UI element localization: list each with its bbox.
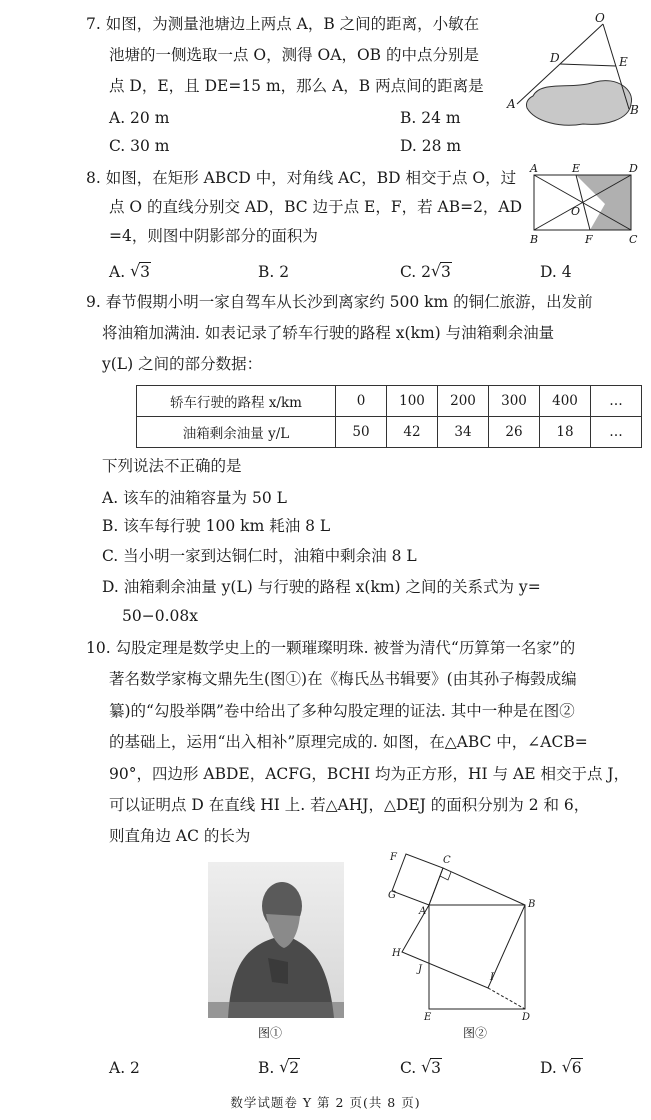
segment-de — [560, 64, 616, 66]
q8-option-c: C. 2√ 3 — [400, 262, 452, 282]
sqrt-symbol: √ 6 — [562, 1058, 583, 1078]
q10-option-c: C. √ 3 — [400, 1058, 442, 1078]
q9-option-c: C. 当小明一家到达铜仁时，油箱中剩余油 8 L — [102, 547, 417, 565]
q7-option-d: D. 28 m — [400, 137, 462, 155]
label-d: D — [629, 162, 638, 175]
q8-option-b: B. 2 — [258, 263, 290, 281]
label-b: B — [530, 233, 539, 246]
table-cell: 18 — [540, 417, 591, 448]
label-j: J — [418, 964, 423, 975]
q8-rectangle-figure — [528, 160, 646, 250]
table-cell: … — [591, 386, 642, 417]
square-acfg — [392, 854, 443, 905]
label-a: A — [419, 906, 427, 917]
table-header-cell: 油箱剩余油量 y/L — [137, 417, 336, 448]
label-e: E — [572, 162, 581, 175]
table-cell: 50 — [336, 417, 387, 448]
label-o: O — [571, 205, 581, 218]
sqrt-symbol: √ 2 — [279, 1058, 300, 1078]
label-c: C — [629, 233, 638, 246]
label-c: C — [443, 855, 451, 866]
q10-option-a: A. 2 — [109, 1059, 140, 1077]
statue-pedestal — [208, 1002, 344, 1018]
q10-line-7: 则直角边 AC 的长为 — [109, 827, 251, 845]
table-cell: 26 — [489, 417, 540, 448]
sqrt-symbol: √ 3 — [130, 262, 151, 282]
triangle-abc — [429, 868, 525, 905]
sqrt-symbol: √ 3 — [431, 262, 452, 282]
table-cell: 100 — [387, 386, 438, 417]
q9-prompt: 下列说法不正确的是 — [102, 457, 242, 475]
q10-line-4: 的基础上，运用“出入相补”原理完成的. 如图，在△ABC 中，∠ACB= — [109, 733, 588, 751]
table-cell: 34 — [438, 417, 489, 448]
q9-option-b: B. 该车每行驶 100 km 耗油 8 L — [102, 517, 331, 535]
label-f: F — [390, 852, 397, 863]
q9-line-1: 9. 春节假期小明一家自驾车从长沙到离家约 500 km 的铜仁旅游，出发前 — [86, 293, 593, 311]
label-o: O — [595, 11, 605, 25]
q7-line-3: 点 D，E，且 DE=15 m，那么 A，B 两点间的距离是 — [109, 77, 484, 95]
label-e: E — [619, 55, 628, 69]
table-row — [137, 417, 642, 448]
q10-option-b: B. √ 2 — [258, 1058, 300, 1078]
sqrt-symbol: √ 3 — [421, 1058, 442, 1078]
q10-line-1: 10. 勾股定理是数学史上的一颗璀璨明珠. 被誉为清代“历算第一名家”的 — [86, 639, 576, 657]
label-b: B — [528, 899, 536, 910]
label-a: A — [530, 162, 538, 175]
table-row — [137, 386, 642, 417]
label-b: B — [630, 103, 639, 117]
statue-photo — [208, 862, 344, 1018]
q7-line-1: 7. 如图，为测量池塘边上两点 A，B 之间的距离，小敏在 — [86, 15, 480, 33]
label-g: G — [388, 890, 396, 901]
label-e: E — [424, 1012, 432, 1023]
q9-line-3: y(L) 之间的部分数据： — [102, 355, 263, 373]
square-abde — [429, 905, 525, 1009]
q9-option-d-continued: 50−0.08x — [122, 607, 198, 625]
q7-option-b: B. 24 m — [400, 109, 461, 127]
q10-line-6: 可以证明点 D 在直线 HI 上. 若△AHJ，△DEJ 的面积分别为 2 和 6， — [109, 796, 590, 814]
table-cell: 200 — [438, 386, 489, 417]
table-cell: 0 — [336, 386, 387, 417]
q10-line-3: 纂)的“勾股举隅”卷中给出了多种勾股定理的证法. 其中一种是在图② — [109, 702, 575, 720]
q7-option-c: C. 30 m — [109, 137, 170, 155]
q10-option-d: D. √ 6 — [540, 1058, 583, 1078]
label-h: H — [392, 948, 401, 959]
dashed-segment-id — [488, 988, 525, 1009]
fig1-caption: 图① — [258, 1026, 283, 1040]
q8-line-1: 8. 如图，在矩形 ABCD 中，对角线 AC，BD 相交于点 O，过 — [86, 169, 517, 187]
page-footer: 数学试题卷 Y 第 2 页(共 8 页) — [230, 1095, 421, 1110]
q8-option-a: A. √ 3 — [109, 262, 151, 282]
square-bchi — [402, 905, 525, 988]
table-header-cell: 轿车行驶的路程 x/km — [137, 386, 336, 417]
q7-pond-figure — [505, 8, 645, 133]
label-f: F — [585, 233, 593, 246]
pond-shape — [526, 81, 631, 126]
q9-option-a: A. 该车的油箱容量为 50 L — [102, 489, 287, 507]
q9-data-table — [136, 385, 642, 448]
label-a: A — [507, 97, 516, 111]
q7-option-a: A. 20 m — [109, 109, 170, 127]
q8-option-d: D. 4 — [540, 263, 572, 281]
table-cell: 42 — [387, 417, 438, 448]
q10-line-5: 90°，四边形 ABDE，ACFG，BCHI 均为正方形，HI 与 AE 相交于点 J， — [109, 765, 630, 783]
q9-option-d: D. 油箱剩余油量 y(L) 与行驶的路程 x(km) 之间的关系式为 y= — [102, 578, 541, 596]
table-cell: 400 — [540, 386, 591, 417]
q8-line-2: 点 O 的直线分别交 AD，BC 边于点 E，F，若 AB=2，AD — [109, 198, 523, 216]
right-angle-mark — [440, 872, 451, 880]
q8-line-3: =4，则图中阴影部分的面积为 — [109, 227, 318, 245]
pythagorean-diagram — [388, 848, 548, 1026]
label-d: D — [522, 1012, 531, 1023]
table-cell: … — [591, 417, 642, 448]
fig2-caption: 图② — [463, 1026, 488, 1040]
q10-line-2: 著名数学家梅文鼎先生(图①)在《梅氏丛书辑要》(由其孙子梅瑴成编 — [109, 670, 577, 688]
label-i: I — [490, 972, 494, 983]
table-cell: 300 — [489, 386, 540, 417]
q7-line-2: 池塘的一侧选取一点 O，测得 OA，OB 的中点分别是 — [109, 46, 479, 64]
q9-line-2: 将油箱加满油. 如表记录了轿车行驶的路程 x(km) 与油箱剩余油量 — [102, 324, 555, 342]
label-d: D — [550, 51, 560, 65]
